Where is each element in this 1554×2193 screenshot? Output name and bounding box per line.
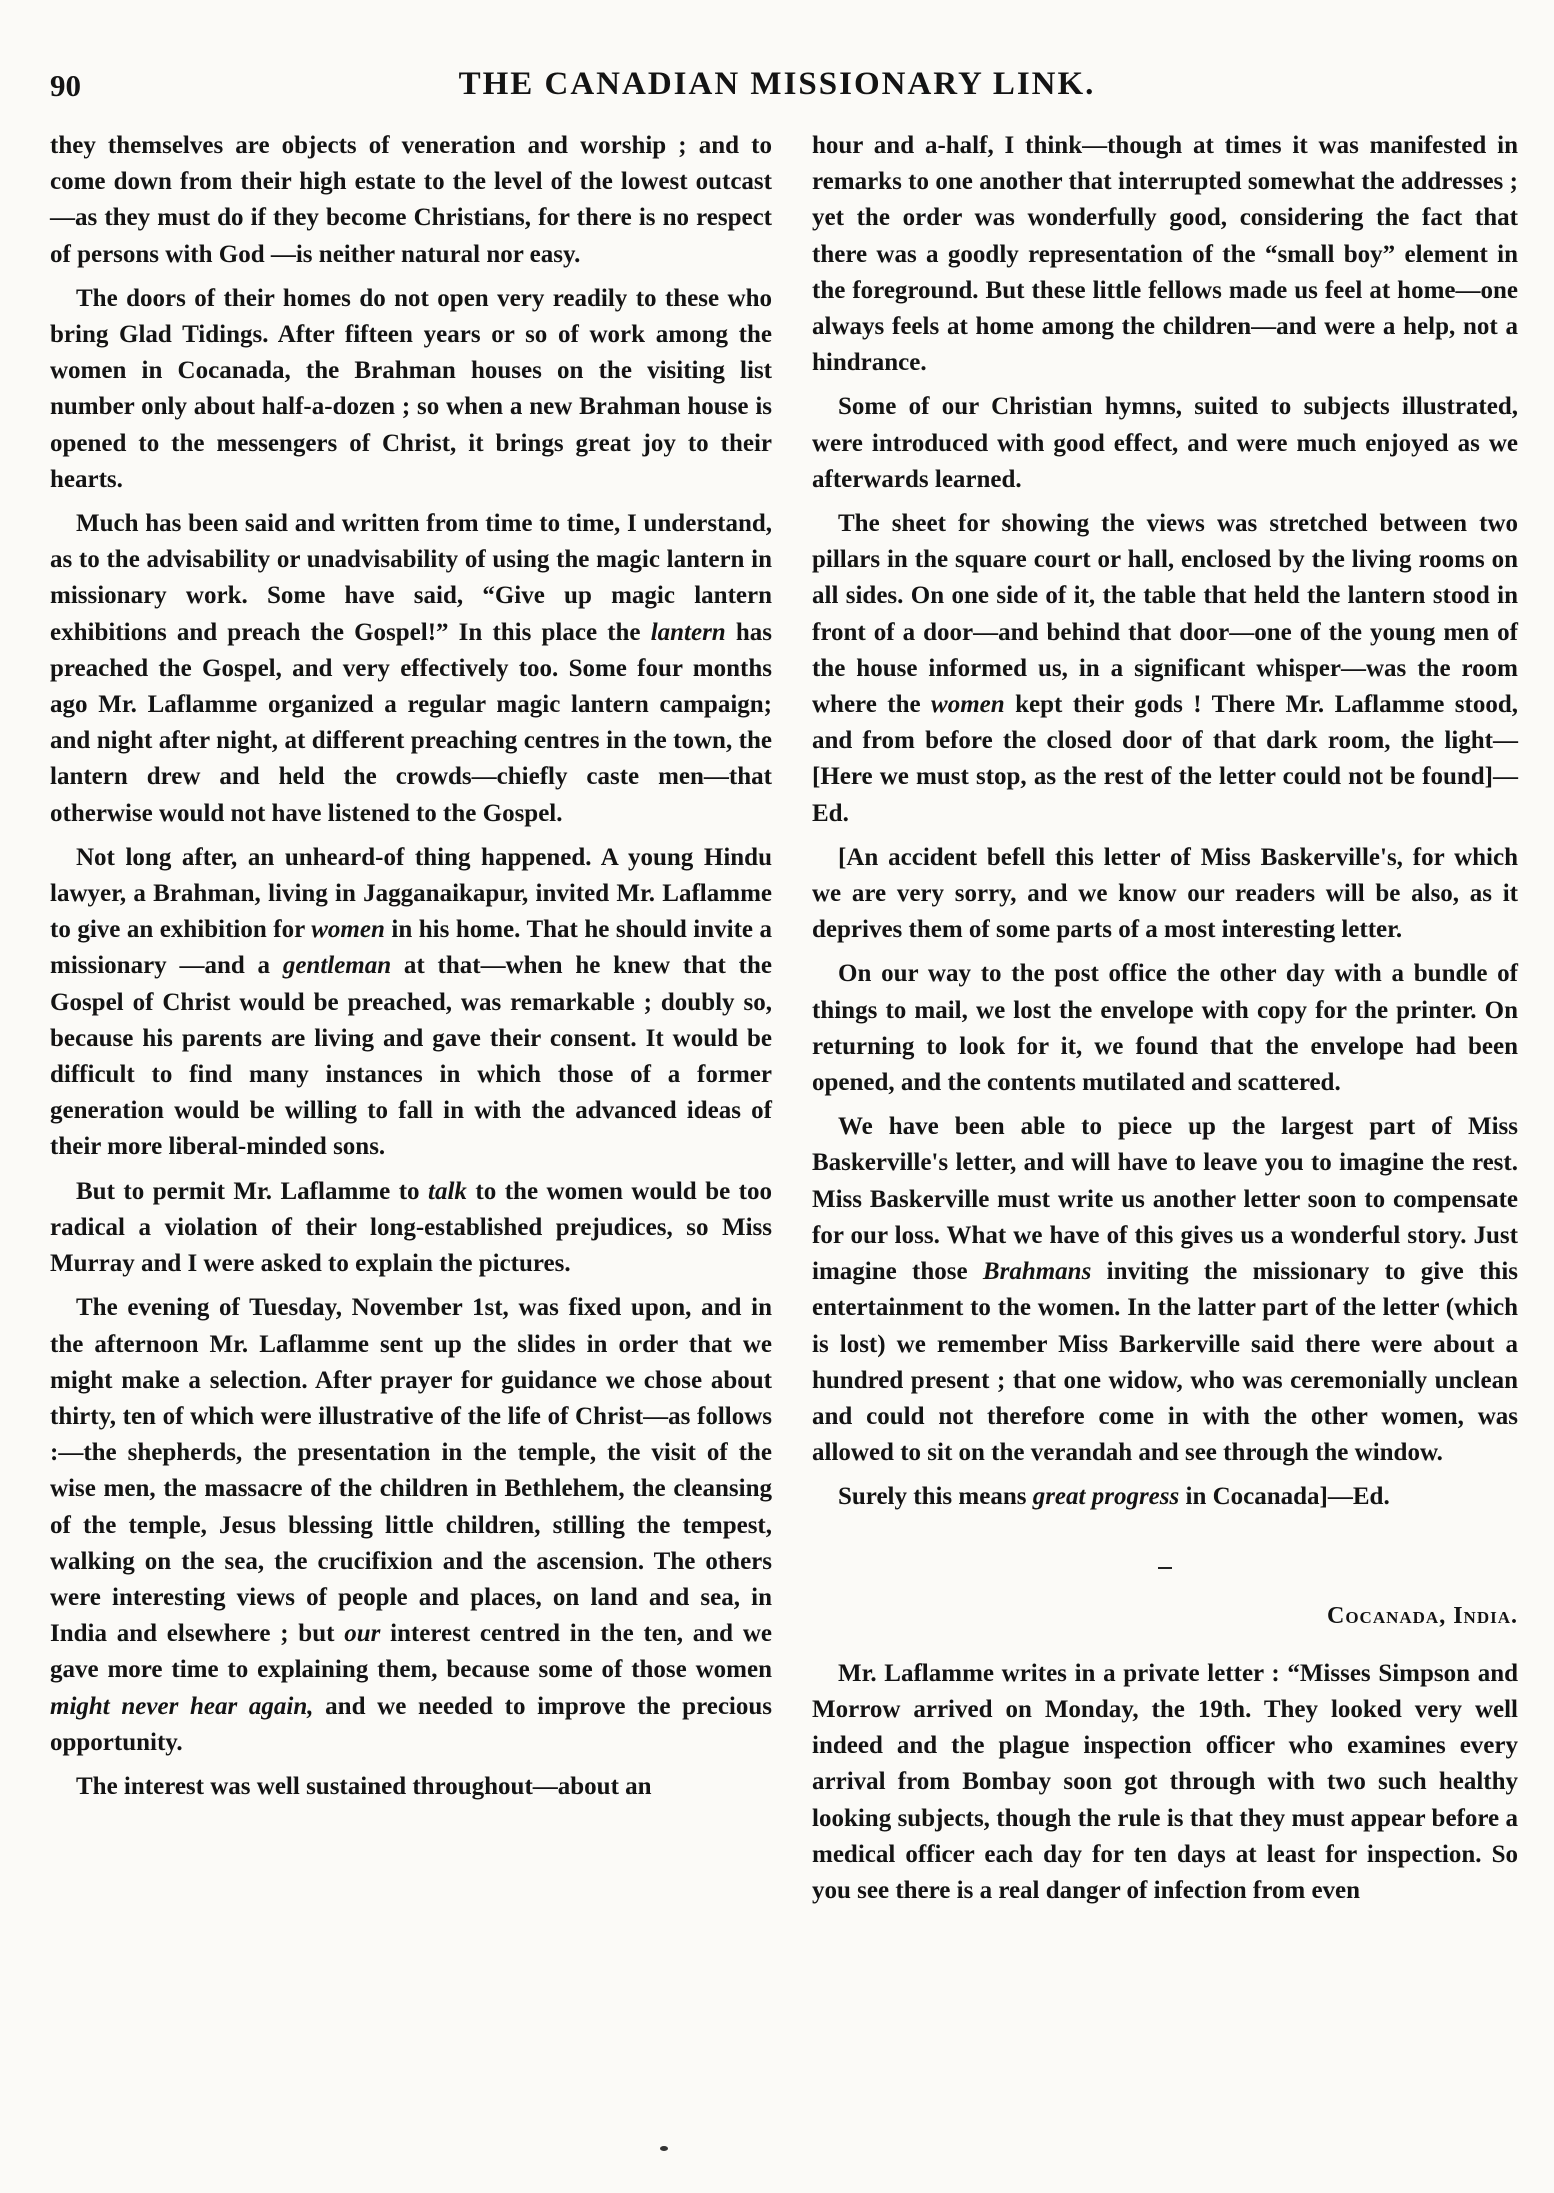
emphasis: gentleman [282,952,392,980]
paragraph: Much has been said and written from time to time, I understand, as to the advisability or unadvisability of using the magic lantern in missionary work. Some have said, “Give up magic lantern exhibitions and preach the Gospel!” In this place the lantern has preached the Gospel, and very effectively too. Some four months ago Mr. Laflamme organized a regular magic lantern campaign; and night after night, at different preaching centres in the town, the lantern drew and held the crowds—chiefly caste men—that otherwise would not have listened to the Gospel. [50,510,773,827]
right-column [812,128,1518,1917]
print-mark [660,2146,668,2151]
emphasis: might never hear again, [50,1692,314,1720]
paragraph: [An accident befell this letter of Miss Baskerville's, for which we are very sorry, and we know our readers will be also, as it deprives them of some parts of a most interesting letter. [812,843,1518,944]
emphasis: Brahmans [982,1258,1092,1286]
paragraph: The interest was well sustained throughout—about an [76,1772,652,1800]
left-column [50,128,772,1813]
emphasis: women [311,916,385,944]
emphasis: great progress [1032,1483,1180,1511]
paragraph: Some of our Christian hymns, suited to subjects illustrated, were introduced with good effect, and were much enjoyed as we afterwards learned. [812,393,1518,493]
page-title: THE CANADIAN MISSIONARY LINK. [458,66,1096,102]
paragraph: We have been able to piece up the largest part of Miss Baskerville's letter, and will have to leave you to imagine the rest. Miss Baskerville must write us another letter soon to compensate for our loss. What we have of this gives us a wonderful story. Just imagine those Brahmans inviting the missionary to give this entertainment to the women. In the latter part of the letter (which is lost) we remember Miss Barkerville said there were about a hundred present ; that one widow, who was ceremonially unclean and could not therefore come in with the other women, was allowed to sit on the verandah and see through the window. [812,1113,1518,1467]
paragraph: hour and a-half, I think—though at times it was manifested in remarks to one another that interrupted somewhat the addresses ; yet the order was wonderfully good, considering the fact that there was a goodly representation of the “small boy” element in the foreground. But these little fellows made us feel at home—one always feels at home among the children—and were a help, not a hindrance. [812,132,1518,377]
paragraph: The evening of Tuesday, November 1st, was fixed upon, and in the afternoon Mr. Laflamme sent up the slides in order that we might make a selection. After prayer for guidance we chose about thirty, ten of which were illustrative of the life of Christ—as follows :—the shepherds, the presentation in the temple, the visit of the wise men, the massacre of the children in Bethlehem, the cleansing of the temple, Jesus blessing little children, stilling the tempest, walking on the sea, the crucifixion and the ascension. The others were interesting views of people and places, on land and sea, in India and elsewhere ; but our interest centred in the ten, and we gave more time to explaining them, because some of those women might never hear again, and we needed to improve the precious opportunity. [50,1294,773,1756]
page-number: 90 [50,68,81,103]
section-divider [812,1544,1518,1568]
paragraph: Not long after, an unheard-of thing happened. A young Hindu lawyer, a Brahman, living in Jagganaikapur, invited Mr. Laflamme to give an exhibition for women in his home. That he should invite a missionary —and a gentleman at that—when he knew that the Gospel of Christ would be preached, was remarkable ; doubly so, because his parents are living and gave their consent. It would be difficult to find many instances in which those of a former generation would be willing to fall in with the advanced ideas of their more liberal-minded sons. [50,843,772,1161]
paragraph: On our way to the post office the other day with a bundle of things to mail, we lost the envelope with copy for the printer. On returning to look for it, we found that the envelope had been opened, and the contents mutilated and scattered. [812,960,1518,1097]
paragraph: The sheet for showing the views was stretched between two pillars in the square court or hall, enclosed by the living rooms on all sides. On one side of it, the table that held the lantern stood in front of a door—and behind that door—one of the young men of the house informed us, in a significant whisper—was the room where the women kept their gods ! There Mr. Laflamme stood, and from before the closed door of that dark room, the light—[Here we must stop, as the rest of the letter could not be found]—Ed. [812,510,1518,827]
emphasis: women [931,691,1005,719]
paragraph: Surely this means great progress in Cocanada]—Ed. [838,1483,1390,1511]
emphasis: our [344,1620,381,1648]
paragraph: The doors of their homes do not open very readily to these who bring Glad Tidings. After fifteen years or so of work among the women in Cocanada, the Brahman houses on the visiting list number only about half-a-dozen ; so when a new Brahman house is opened to the messengers of Christ, it brings great joy to their hearts. [50,284,772,493]
emphasis: talk [428,1177,467,1205]
emphasis: lantern [650,618,726,646]
paragraph: they themselves are objects of veneration and worship ; and to come down from their high estate to the level of the lowest outcast—as they must do if they become Christians, for there is no respect of persons with God —is neither natural nor easy. [50,132,772,268]
paragraph: Mr. Laflamme writes in a private letter : “Misses Simpson and Morrow arrived on Monday, the 19th. They looked very well indeed and the plague inspection officer who examines every arrival from Bombay soon got through with two such healthy looking subjects, though the rule is that they must appear before a medical officer each day for ten days at least for inspection. So you see there is a real danger of infection from even [812,1659,1518,1904]
paragraph: But to permit Mr. Laflamme to talk to the women would be too radical a violation of their long-established prejudices, so Miss Murray and I were asked to explain the pictures. [50,1177,772,1278]
dateline: Cocanada, India. [1326,1602,1518,1629]
